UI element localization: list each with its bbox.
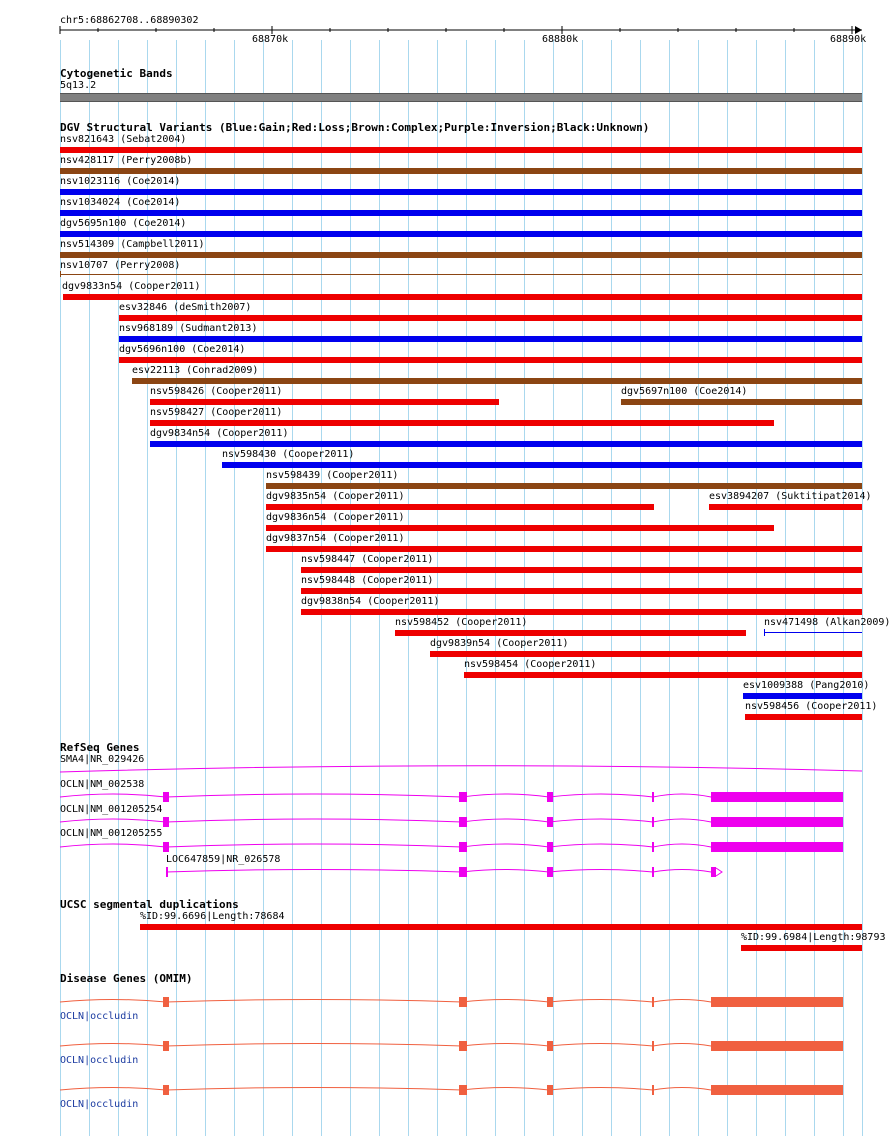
intron-line [60,1088,711,1091]
variant-label: dgv5695n100 (Coe2014) [60,218,187,229]
refseq-exon[interactable] [163,792,169,802]
omim-exon[interactable] [163,997,169,1007]
variant-label: nsv10707 (Perry2008) [60,260,181,271]
gene-label: OCLN|NM_002538 [60,779,145,790]
ruler-location-label: chr5:68862708..68890302 [60,15,199,26]
refseq-exon[interactable] [711,867,716,877]
variant-label: dgv9839n54 (Cooper2011) [430,638,569,649]
segdup-label: %ID:99.6984|Length:98793 [741,932,886,943]
omim-exon[interactable] [459,997,467,1007]
track-title-refseq: RefSeq Genes [60,741,140,754]
ruler-tick-label: 68890k [830,34,867,45]
track-title-segdup: UCSC segmental duplications [60,898,239,911]
variant-label: nsv598427 (Cooper2011) [150,407,283,418]
intron-line [166,870,711,873]
refseq-exon[interactable] [459,842,467,852]
variant-label: nsv598456 (Cooper2011) [745,701,878,712]
intron-line [60,1044,711,1047]
gene-label: OCLN|NM_001205254 [60,804,163,815]
omim-exon[interactable] [163,1041,169,1051]
variant-label: nsv598452 (Cooper2011) [395,617,528,628]
variant-label: dgv9833n54 (Cooper2011) [62,281,201,292]
variant-label: nsv598448 (Cooper2011) [301,575,434,586]
segdup-label: %ID:99.6696|Length:78684 [140,911,285,922]
refseq-exon[interactable] [547,817,553,827]
variant-label: dgv5697n100 (Coe2014) [621,386,748,397]
variant-label: nsv598454 (Cooper2011) [464,659,597,670]
track-title-cytoband: Cytogenetic Bands [60,67,173,80]
cytoband-label: 5q13.2 [60,80,97,91]
omim-exon[interactable] [163,1085,169,1095]
variant-label: nsv598426 (Cooper2011) [150,386,283,397]
variant-label: dgv9836n54 (Cooper2011) [266,512,405,523]
variant-label: dgv5696n100 (Coe2014) [119,344,246,355]
intron-line [60,1000,711,1003]
strand-arrow-icon [716,868,722,876]
omim-exon[interactable] [652,997,654,1007]
refseq-exon[interactable] [652,817,654,827]
refseq-exon[interactable] [547,792,553,802]
refseq-exon[interactable] [711,817,843,827]
refseq-exon[interactable] [459,792,467,802]
variant-label: nsv598447 (Cooper2011) [301,554,434,565]
intron-line [60,819,711,822]
refseq-exon[interactable] [652,867,654,877]
gene-label: OCLN|NM_001205255 [60,828,163,839]
refseq-exon[interactable] [547,842,553,852]
gene-label: LOC647859|NR_026578 [166,854,281,865]
refseq-exon[interactable] [547,867,553,877]
variant-label: esv22113 (Conrad2009) [132,365,259,376]
omim-exon[interactable] [459,1085,467,1095]
variant-label: nsv968189 (Sudmant2013) [119,323,258,334]
variant-label: dgv9834n54 (Cooper2011) [150,428,289,439]
omim-exon[interactable] [711,1041,843,1051]
variant-label: nsv598439 (Cooper2011) [266,470,399,481]
intron-line [60,794,711,797]
variant-label: dgv9837n54 (Cooper2011) [266,533,405,544]
variant-label: nsv471498 (Alkan2009) [764,617,890,628]
omim-exon[interactable] [459,1041,467,1051]
refseq-exon[interactable] [166,867,168,877]
variant-label: nsv1034024 (Coe2014) [60,197,181,208]
variant-label: dgv9838n54 (Cooper2011) [301,596,440,607]
refseq-exon[interactable] [459,817,467,827]
omim-exon[interactable] [711,997,843,1007]
omim-gene-label[interactable]: OCLN|occludin [60,1055,139,1066]
gene-label: SMA4|NR_029426 [60,754,145,765]
variant-label: nsv598430 (Cooper2011) [222,449,355,460]
variant-label: dgv9835n54 (Cooper2011) [266,491,405,502]
refseq-exon[interactable] [711,792,843,802]
refseq-exon[interactable] [163,817,169,827]
variant-label: nsv1023116 (Coe2014) [60,176,181,187]
refseq-transcript-line[interactable] [60,766,862,772]
omim-exon[interactable] [547,997,553,1007]
variant-label: nsv514309 (Campbell2011) [60,239,205,250]
variant-label: esv32846 (deSmith2007) [119,302,252,313]
variant-label: esv1009388 (Pang2010) [743,680,870,691]
refseq-exon[interactable] [652,842,654,852]
omim-exon[interactable] [652,1085,654,1095]
refseq-exon[interactable] [163,842,169,852]
ruler-tick-label: 68880k [542,34,579,45]
refseq-exon[interactable] [459,867,467,877]
variant-label: nsv821643 (Sebat2004) [60,134,187,145]
omim-exon[interactable] [547,1041,553,1051]
intron-line [60,844,711,847]
variant-label: esv3894207 (Suktitipat2014) [709,491,872,502]
omim-exon[interactable] [652,1041,654,1051]
refseq-exon[interactable] [652,792,654,802]
refseq-exon[interactable] [711,842,843,852]
omim-exon[interactable] [711,1085,843,1095]
omim-gene-label[interactable]: OCLN|occludin [60,1011,139,1022]
omim-exon[interactable] [547,1085,553,1095]
track-title-dgv: DGV Structural Variants (Blue:Gain;Red:Loss;Brown:Complex;Purple:Inversion;Black:Unknown) [60,121,650,134]
track-title-omim: Disease Genes (OMIM) [60,972,193,985]
omim-gene-label[interactable]: OCLN|occludin [60,1099,139,1110]
ruler-tick-label: 68870k [252,34,289,45]
variant-label: nsv428117 (Perry2008b) [60,155,193,166]
